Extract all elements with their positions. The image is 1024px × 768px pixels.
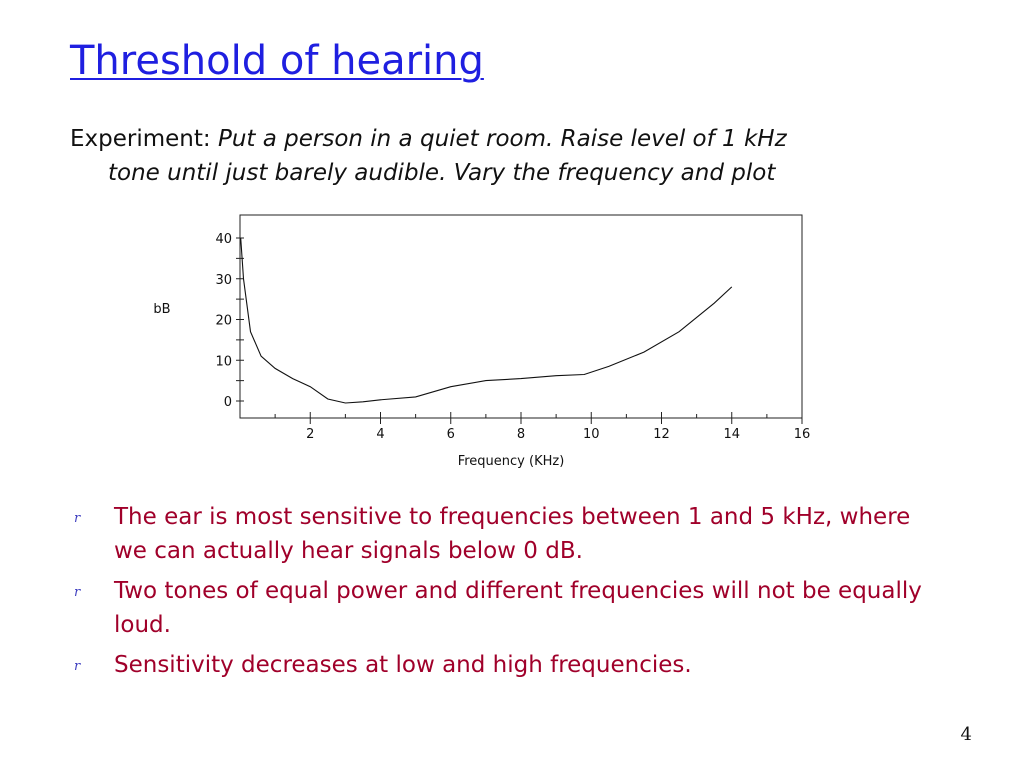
experiment-label: Experiment:	[70, 126, 211, 152]
y-tick-label: 40	[215, 232, 232, 247]
slide-title: Threshold of hearing	[70, 38, 484, 84]
threshold-curve	[241, 238, 732, 403]
y-axis-label: bB	[153, 302, 171, 317]
bullet-marker: r	[74, 585, 81, 600]
x-tick-label: 10	[582, 427, 600, 442]
bullet-item	[70, 648, 930, 682]
x-tick-label: 4	[376, 427, 385, 442]
experiment-text-1: Put a person in a quiet room. Raise level of 1 kHz	[217, 126, 787, 152]
bullet-marker: r	[74, 511, 81, 526]
y-tick-label: 0	[223, 395, 232, 410]
page-number: 4	[960, 724, 972, 745]
x-tick-label: 16	[793, 427, 811, 442]
bullet-text: Sensitivity decreases at low and high frequencies.	[114, 652, 692, 678]
plot-frame	[240, 215, 802, 418]
bullet-text: The ear is most sensitive to frequencies between 1 and 5 kHz, where we can actually hear signals below 0 dB.	[114, 504, 911, 564]
y-tick-label: 10	[215, 354, 232, 370]
bullet-item	[70, 500, 930, 568]
bullet-marker: r	[74, 659, 81, 674]
y-tick-label: 20	[215, 313, 232, 329]
bullet-list	[70, 500, 930, 688]
bullet-text: Two tones of equal power and different frequencies will not be equally loud.	[114, 578, 922, 638]
x-tick-label: 2	[306, 427, 315, 442]
experiment-text-2: tone until just barely audible. Vary the frequency and plot	[108, 160, 776, 186]
x-tick-label: 12	[653, 427, 670, 442]
bullet-item	[70, 574, 930, 642]
x-tick-label: 14	[723, 427, 741, 442]
y-tick-label: 30	[215, 272, 232, 288]
x-tick-label: 6	[446, 427, 455, 442]
x-tick-label: 8	[516, 427, 526, 442]
x-axis-label: Frequency (KHz)	[457, 454, 565, 469]
